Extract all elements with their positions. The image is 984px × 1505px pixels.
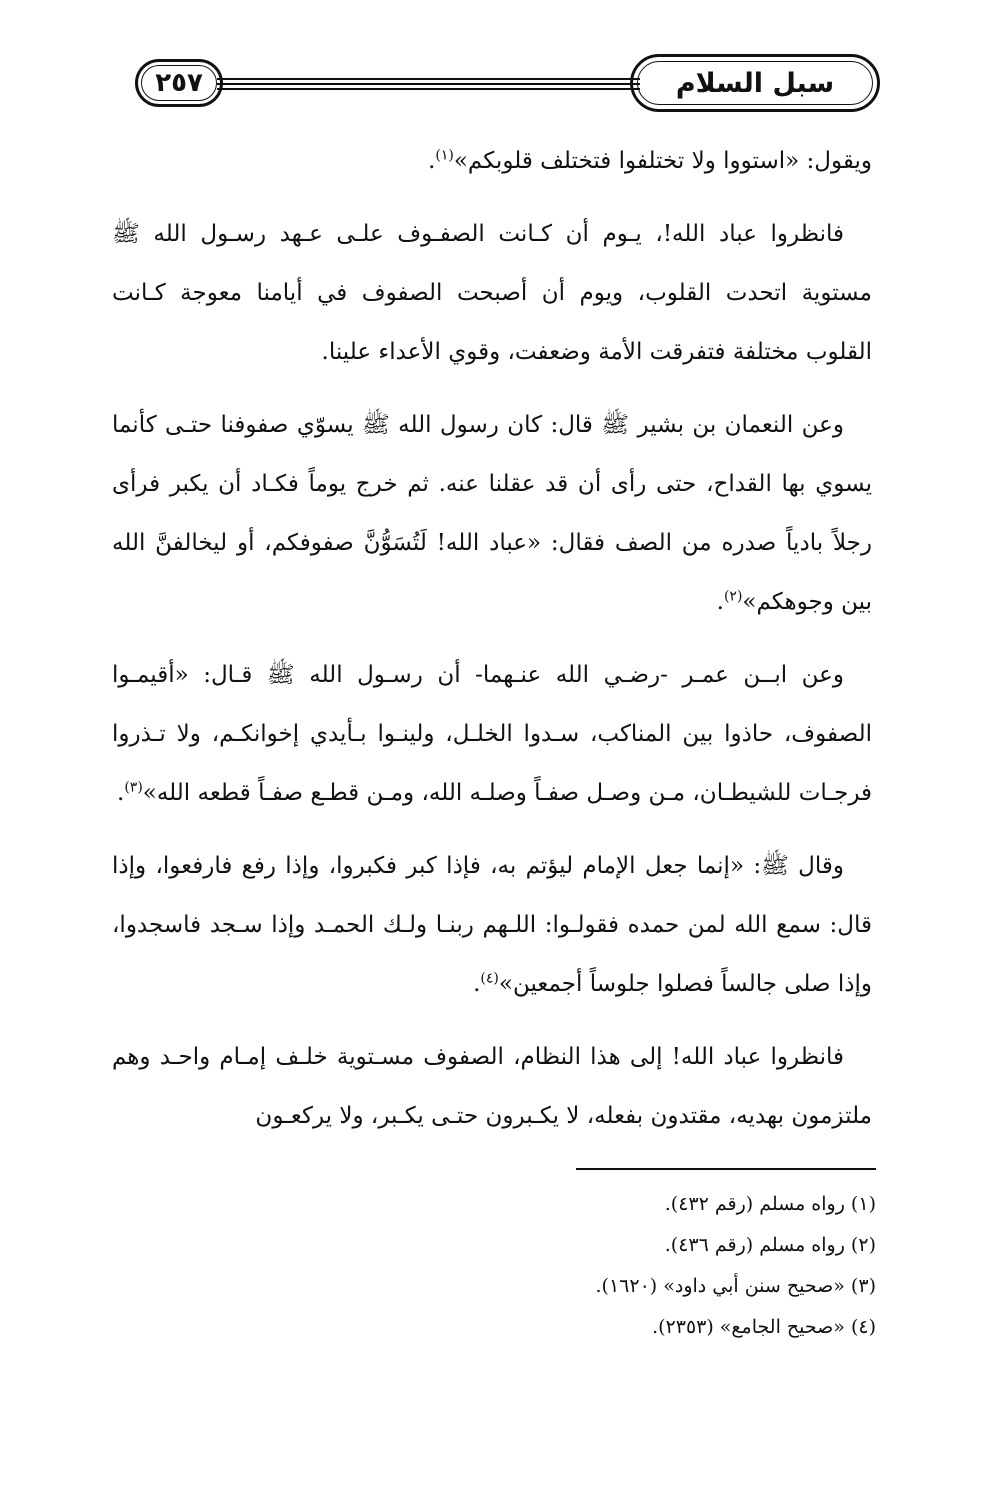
- footnote: (٣) «صحيح سنن أبي داود» (١٦٢٠).: [595, 1275, 876, 1297]
- footnote-separator: [576, 1168, 876, 1170]
- paragraph: فانظروا عباد الله! إلى هذا النظام، الصفوف مسـتوية خلـف إمـام واحـد وهم ملتزمون بهديه، مقتدون بفعله، لا يكـبرون حتـى يكـبر، ولا يركعـون: [112, 1044, 872, 1129]
- footnote-reference[interactable]: (٢): [723, 588, 743, 605]
- paragraph: فانظروا عباد الله!، يـوم أن كـانت الصفـوف علـى عـهد رسـول الله ﷺ مستوية اتحدت القلوب، ويوم أن أصبحت الصفوف في أيامنا معوجة كـانت القلوب مختلفة فتفرقت الأمة وضعفت، وقوي الأعداء علينا.: [112, 221, 872, 365]
- book-title-frame: [630, 54, 880, 112]
- page-number-frame: [135, 59, 223, 107]
- page-header: [125, 52, 880, 116]
- paragraph: ويقول: «استووا ولا تختلفوا فتختلف قلوبكم»$^{(١)}$.: [428, 147, 872, 174]
- paragraph: وعن النعمان بن بشير ﷺ قال: كان رسول الله ﷺ يسوّي صفوفنا حتـى كأنما يسوي بها القداح، حتى رأى أن قد عقلنا عنه. ثم خرج يوماً فكـاد أن يكبر فرأى رجلاً بادياً صدره من الصف فقال: «عباد الله! لَتُسَوُّنَّ صفوفكم، أو ليخالفنَّ الله بين وجوهكم»$^{(٢)}$.: [112, 412, 872, 615]
- footnote-reference[interactable]: (٣): [124, 779, 143, 796]
- footnote: (٢) رواه مسلم (رقم ٤٣٦).: [664, 1234, 876, 1256]
- paragraph: وعن ابــن عمـر -رضـي الله عنـهما- أن رسـول الله ﷺ قـال: «أقيمـوا الصفوف، حاذوا بين المناكب، سـدوا الخلـل، ولينـوا بـأيدي إخوانكـم، ولا تـذروا فرجـات للشيطـان، مـن وصـل صفـاً وصلـه الله، ومـن قطـع صفـاً قطعه الله»$^{(٣)}$.: [112, 662, 872, 806]
- footnote: (٤) «صحيح الجامع» (٢٣٥٣).: [652, 1316, 876, 1338]
- book-title: سبل السلام: [675, 67, 835, 99]
- header-ornament-line-inner: [217, 83, 640, 85]
- footnote: (١) رواه مسلم (رقم ٤٣٢).: [664, 1193, 876, 1215]
- page-body: [112, 132, 872, 1160]
- footnotes-list: [236, 1184, 876, 1348]
- page-number: ٢٥٧: [155, 68, 203, 98]
- paragraph: وقال ﷺ: «إنما جعل الإمام ليؤتم به، فإذا كبر فكبروا، وإذا رفع فارفعوا، وإذا قال: سمع الله لمن حمده فقولـوا: اللـهم ربنـا ولـك الحمـد وإذا سـجد فاسجدوا، وإذا صلى جالساً فصلوا جلوساً أجمعين»$^{(٤)}$.: [112, 853, 872, 997]
- footnote-reference[interactable]: (٤): [480, 970, 499, 987]
- footnote-reference[interactable]: (١): [435, 147, 454, 164]
